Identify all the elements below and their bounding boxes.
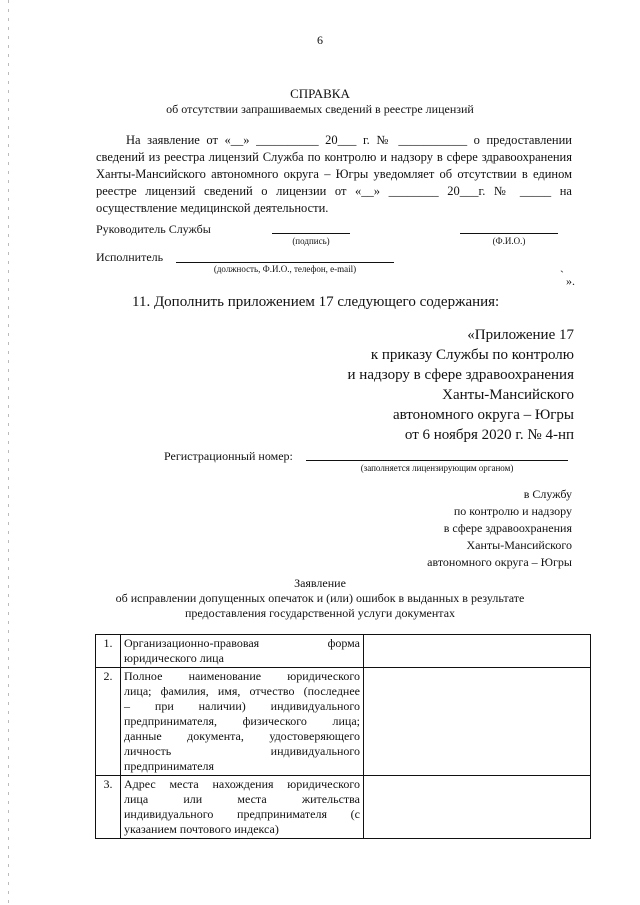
closing-mark: ` — [560, 268, 564, 282]
appendix-header — [300, 325, 574, 445]
row-label-line: – при наличии) индивидуального — [124, 699, 360, 713]
amendment-text: 11. Дополнить приложением 17 следующего содержания: — [132, 294, 500, 310]
executor-label: Исполнитель — [96, 250, 164, 264]
page-number: 6 — [317, 33, 323, 47]
certificate-body-line: сведений из реестра лицензий Служба по контролю и надзору в сфере здравоохранения — [96, 150, 572, 164]
addressee-line: в сфере здравоохранения — [443, 521, 572, 535]
signature-line — [272, 233, 350, 234]
row-value-field[interactable] — [364, 635, 591, 668]
appendix-header-line: Ханты-Мансийского — [442, 387, 574, 403]
application-subtitle-line: об исправлении допущенных опечаток и (или) ошибок в выданных в результате — [115, 591, 525, 605]
row-value-field[interactable] — [364, 668, 591, 776]
row-label-line: указанием почтового индекса) — [124, 822, 279, 836]
registration-caption: (заполняется лицензирующим органом) — [360, 463, 514, 473]
row-label-line: предпринимателя — [124, 759, 214, 773]
row-value-field[interactable] — [364, 776, 591, 839]
certificate-body — [96, 132, 572, 217]
registration-line — [306, 460, 568, 461]
row-number: 2. — [96, 668, 121, 776]
appendix-header-line: «Приложение 17 — [467, 327, 574, 343]
head-of-service-label: Руководитель Службы — [96, 222, 211, 236]
row-label-line: Организационно-правовая форма — [124, 636, 360, 650]
row-label-line: Адрес места нахождения юридического — [124, 777, 360, 791]
row-label — [121, 635, 364, 668]
row-number: 3. — [96, 776, 121, 839]
application-subtitle — [70, 591, 570, 621]
addressee-block — [360, 486, 572, 571]
certificate-title: СПРАВКА — [290, 86, 350, 101]
row-label-line: личность индивидуального — [124, 744, 360, 758]
row-label — [121, 668, 364, 776]
closing-quote: ». — [566, 274, 575, 288]
executor-line — [176, 262, 394, 263]
fio-caption: (Ф.И.О.) — [492, 236, 526, 246]
row-label-line: лица или места жительства — [124, 792, 360, 806]
executor-caption: (должность, Ф.И.О., телефон, e-mail) — [213, 264, 357, 274]
appendix-header-line: и надзору в сфере здравоохранения — [347, 367, 574, 383]
table-row — [96, 668, 591, 776]
scan-edge-artifact — [8, 0, 9, 905]
addressee-line: автономного округа – Югры — [427, 555, 572, 569]
row-label-line: данные документа, удостоверяющего — [124, 729, 360, 743]
appendix-header-line: от 6 ноября 2020 г. № 4-нп — [404, 427, 574, 443]
addressee-line: Ханты-Мансийского — [466, 538, 572, 552]
registration-label: Регистрационный номер: — [164, 449, 293, 463]
certificate-body-line: реестре лицензий сведений о лицензии от «__» ________ 20___г. № _____ на — [96, 184, 572, 198]
row-number: 1. — [96, 635, 121, 668]
table-row — [96, 635, 591, 668]
application-subtitle-line: предоставления государственной услуги документах — [184, 606, 456, 620]
certificate-body-line: На заявление от «__» __________ 20___ г. № ___________ о предоставлении — [126, 133, 572, 147]
appendix-header-line: автономного округа – Югры — [392, 407, 574, 423]
fio-line — [460, 233, 558, 234]
application-form-table — [95, 634, 591, 839]
appendix-header-line: к приказу Службы по контролю — [370, 347, 574, 363]
signature-caption: (подпись) — [292, 236, 330, 246]
certificate-body-line: осуществление медицинской деятельности. — [96, 201, 329, 215]
row-label-line: юридического лица — [124, 651, 224, 665]
certificate-subtitle: об отсутствии запрашиваемых сведений в реестре лицензий — [166, 102, 474, 116]
addressee-line: в Службу — [523, 487, 572, 501]
row-label-line: Полное наименование юридического — [124, 669, 360, 683]
row-label-line: предпринимателя, физического лица; — [124, 714, 360, 728]
certificate-body-line: Ханты-Мансийского автономного округа – Югры уведомляет об отсутствии в едином — [96, 167, 572, 181]
addressee-line: по контролю и надзору — [453, 504, 572, 518]
table-row — [96, 776, 591, 839]
row-label-line: лица; фамилия, имя, отчество (последнее — [124, 684, 360, 698]
application-title: Заявление — [294, 576, 346, 590]
row-label — [121, 776, 364, 839]
row-label-line: индивидуального предпринимателя (с — [124, 807, 360, 821]
